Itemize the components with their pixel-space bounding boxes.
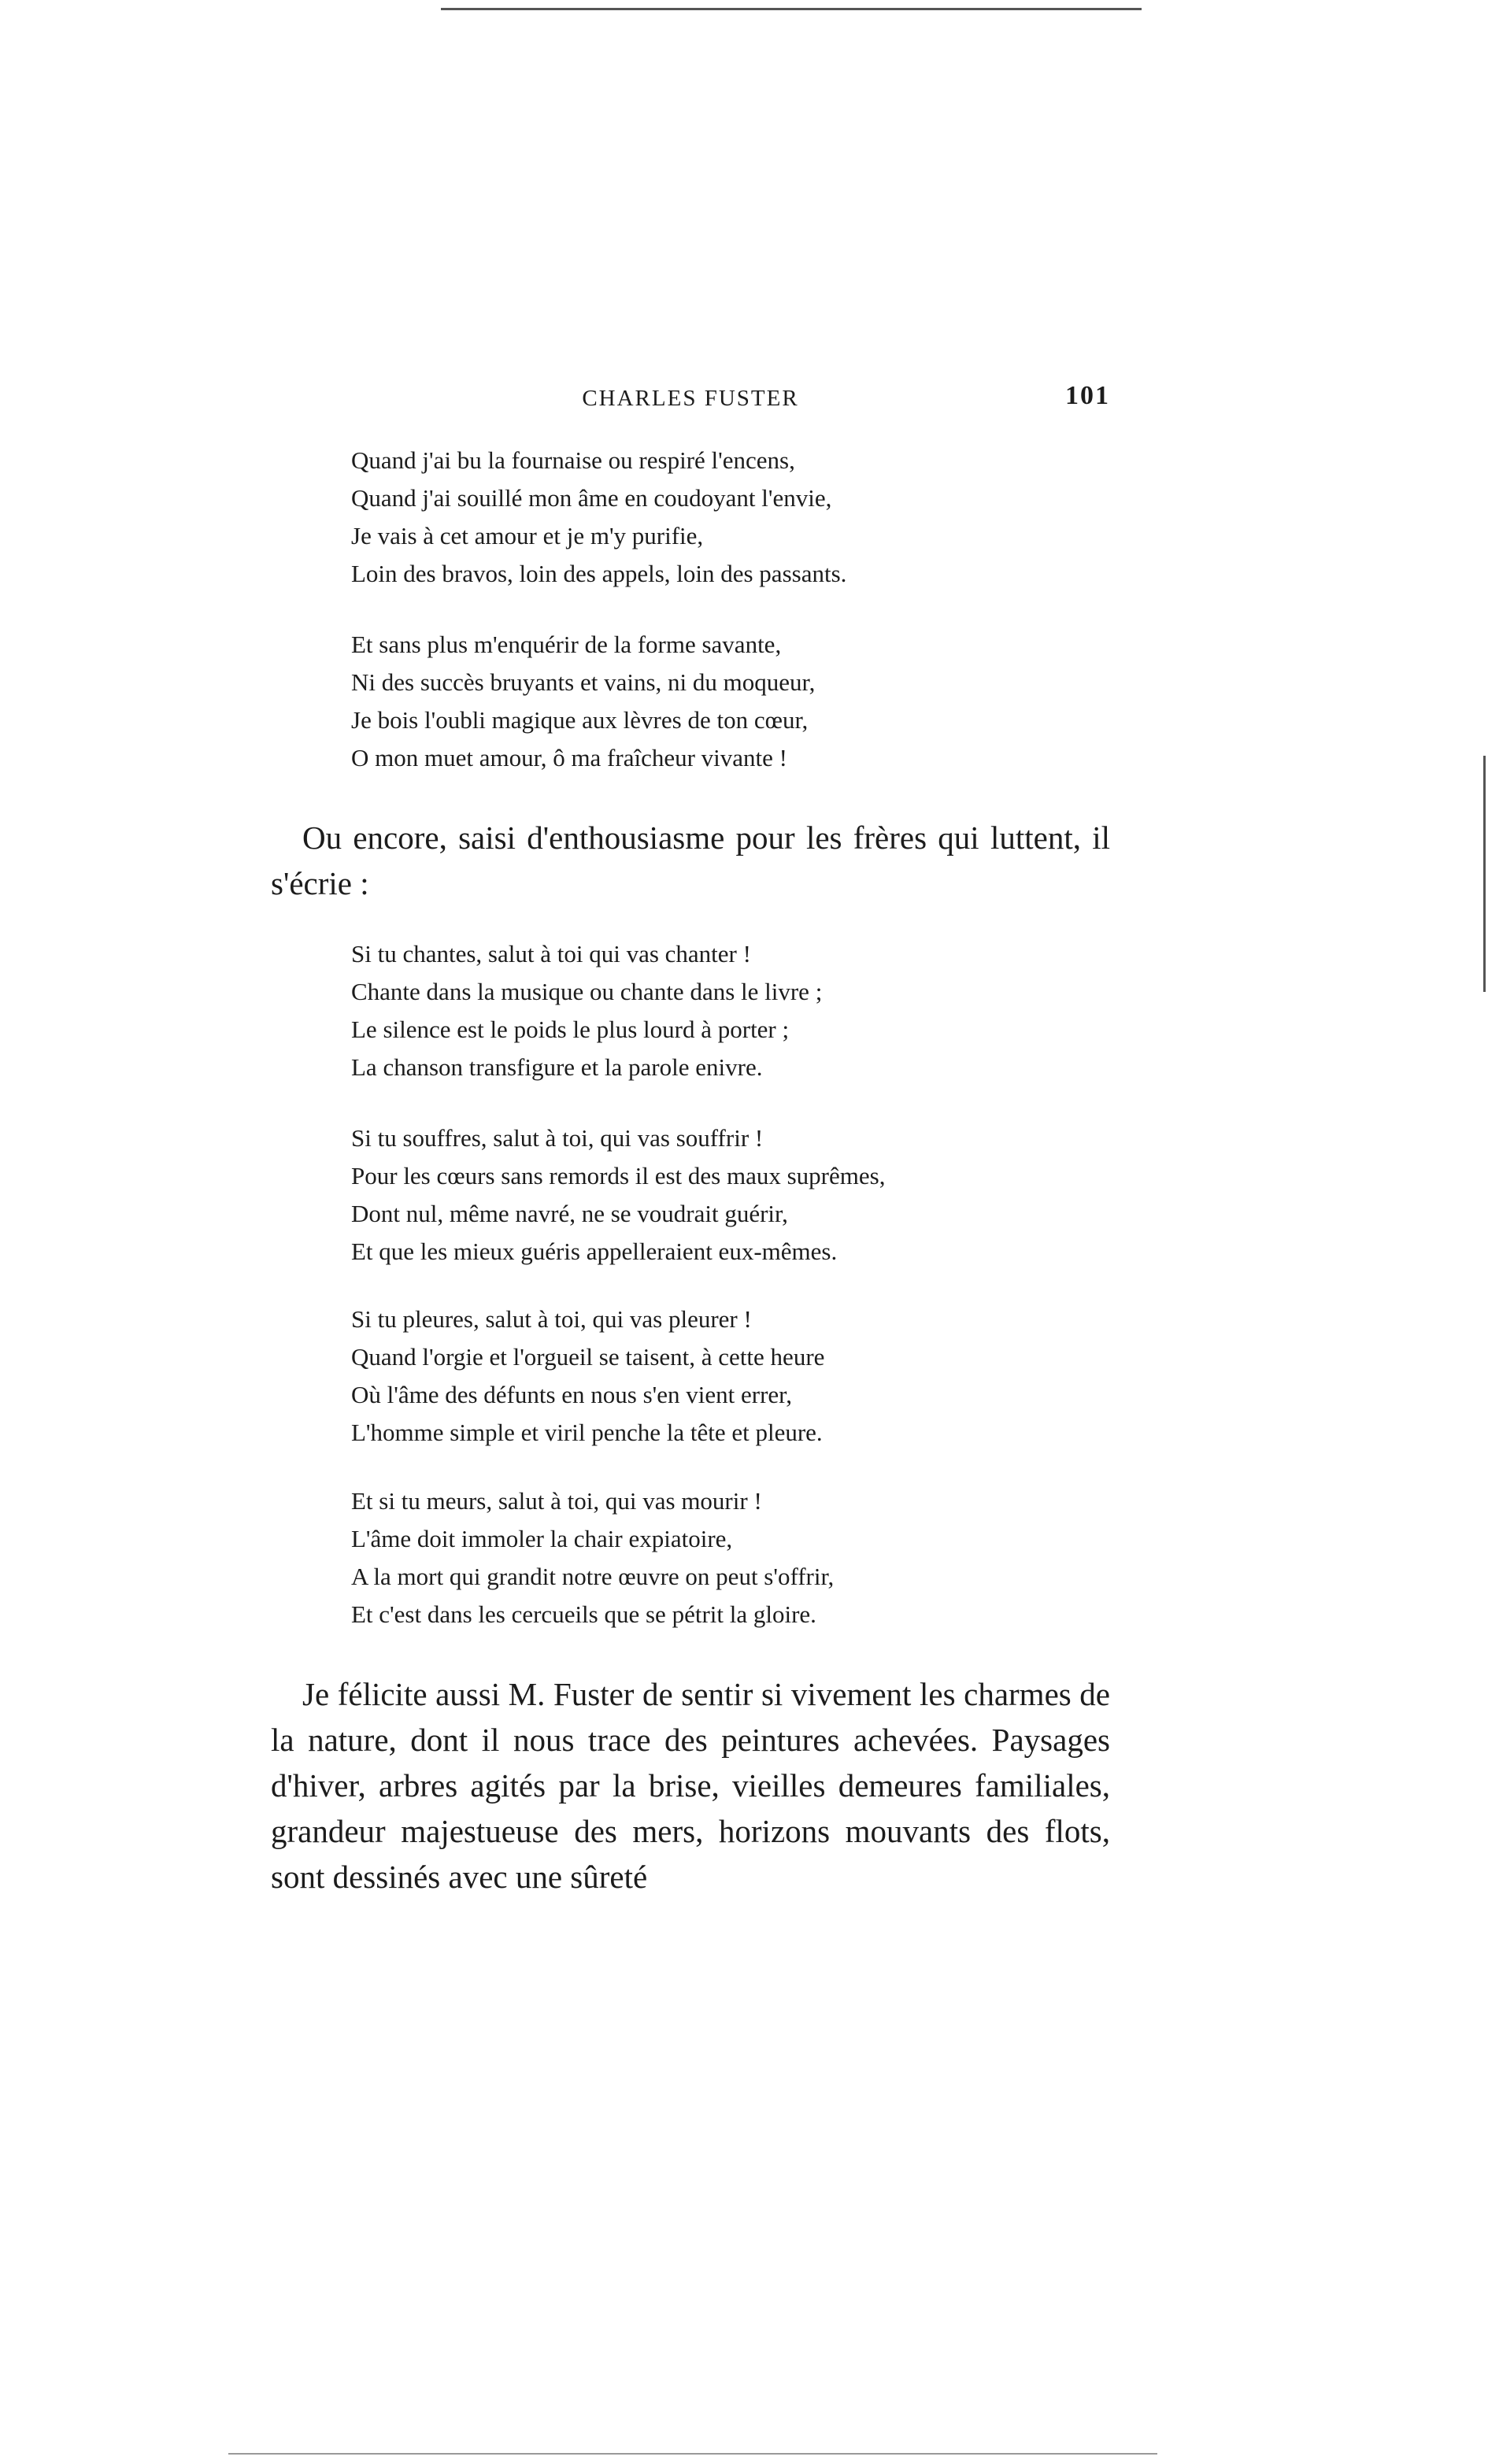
verse-line: Si tu souffres, salut à toi, qui vas souffrir !	[351, 1124, 764, 1152]
verse-line: Et sans plus m'enquérir de la forme savante,	[351, 631, 782, 658]
verse-line: Le silence est le poids le plus lourd à porter ;	[351, 1016, 790, 1043]
verse-line: Quand j'ai bu la fournaise ou respiré l'encens,	[351, 446, 795, 474]
verse-line: Où l'âme des défunts en nous s'en vient errer,	[351, 1381, 793, 1408]
page-number: 101	[1065, 381, 1110, 410]
poem-two-stanza-4	[351, 1482, 834, 1633]
prose-paragraph-1	[271, 815, 1110, 906]
verse-line: Pour les cœurs sans remords il est des maux suprêmes,	[351, 1162, 886, 1189]
poem-one-stanza-1	[351, 442, 846, 593]
poem-two-stanza-3	[351, 1300, 824, 1452]
poem-two-stanza-1	[351, 935, 822, 1086]
verse-line: Ni des succès bruyants et vains, ni du moqueur,	[351, 668, 816, 696]
verse-line: Quand j'ai souillé mon âme en coudoyant l'envie,	[351, 484, 832, 512]
verse-line: L'homme simple et viril penche la tête et pleure.	[351, 1419, 823, 1446]
verse-line: Loin des bravos, loin des appels, loin des passants.	[351, 560, 847, 587]
right-margin-rule	[1483, 756, 1486, 992]
running-head	[271, 381, 1110, 420]
verse-line: Quand l'orgie et l'orgueil se taisent, à cette heure	[351, 1343, 825, 1371]
prose-paragraph-2	[271, 1671, 1110, 1900]
verse-line: Je bois l'oubli magique aux lèvres de ton cœur,	[351, 706, 809, 734]
top-edge-rule	[441, 8, 1142, 10]
verse-line: La chanson transfigure et la parole enivre.	[351, 1053, 763, 1081]
verse-line: Dont nul, même navré, ne se voudrait guérir,	[351, 1200, 788, 1227]
paragraph-text: Ou encore, saisi d'enthousiasme pour les frères qui luttent, il s'écrie :	[271, 819, 1110, 901]
verse-line: Si tu chantes, salut à toi qui vas chanter !	[351, 940, 751, 967]
verse-line: Je vais à cet amour et je m'y purifie,	[351, 522, 704, 549]
verse-line: L'âme doit immoler la chair expiatoire,	[351, 1525, 733, 1552]
poem-one-stanza-2	[351, 626, 815, 777]
bottom-edge-rule	[228, 2453, 1157, 2455]
verse-line: Et si tu meurs, salut à toi, qui vas mourir !	[351, 1487, 762, 1515]
verse-line: Et que les mieux guéris appelleraient eux-mêmes.	[351, 1238, 838, 1265]
verse-line: Si tu pleures, salut à toi, qui vas pleurer !	[351, 1305, 752, 1333]
verse-line: O mon muet amour, ô ma fraîcheur vivante !	[351, 744, 787, 771]
poem-two-stanza-2	[351, 1119, 885, 1271]
paragraph-text: Je félicite aussi M. Fuster de sentir si vivement les charmes de la nature, dont il nous trace des peintures achevées. Paysages d'hiver, arbres agités par la brise, vieilles demeures familiales, grandeur majestueuse des mers, horizons mouvants des flots, sont dessinés avec une sûreté	[271, 1676, 1110, 1895]
verse-line: A la mort qui grandit notre œuvre on peut s'offrir,	[351, 1563, 835, 1590]
verse-line: Et c'est dans les cercueils que se pétrit la gloire.	[351, 1600, 816, 1628]
verse-line: Chante dans la musique ou chante dans le livre ;	[351, 978, 823, 1005]
running-title: CHARLES FUSTER	[582, 386, 799, 411]
